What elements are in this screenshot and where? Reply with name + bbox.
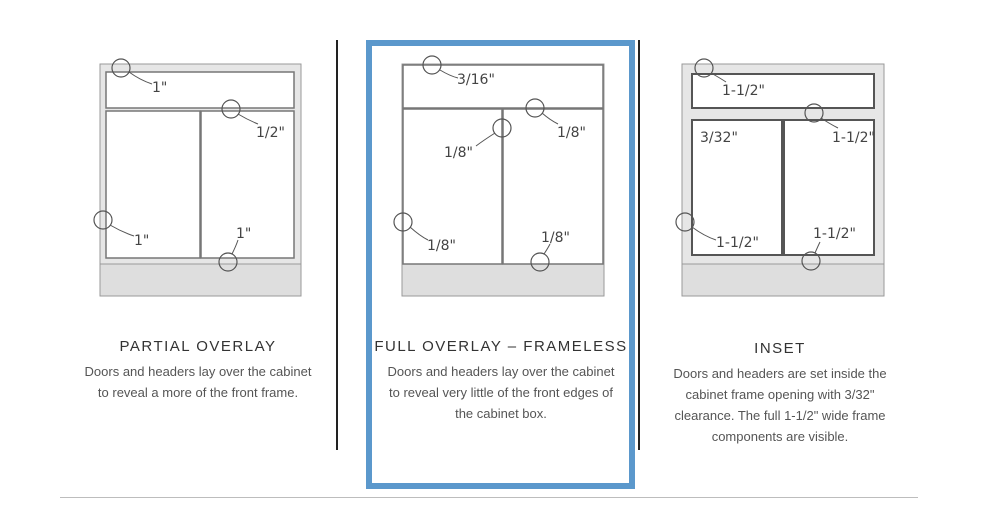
panel-title-full-overlay: FULL OVERLAY – FRAMELESS: [374, 338, 628, 355]
toe-kick: [100, 264, 301, 296]
description-line: Doors and headers are set inside the: [673, 366, 887, 381]
label-door-right-top: 1/2": [256, 125, 285, 141]
panel-title-partial-overlay: PARTIAL OVERLAY: [119, 338, 277, 355]
panel-description-partial-overlay: [58, 361, 338, 403]
label-header-top: 1-1/2": [722, 83, 765, 99]
label-door-right-top: 1/8": [557, 125, 586, 141]
partial-overlay-cabinet: [94, 59, 301, 296]
label-door-left-side: 1": [134, 233, 150, 249]
label-door-right-bottom: 1": [236, 226, 252, 242]
label-header-top: 1": [152, 80, 168, 96]
description-line: components are visible.: [711, 429, 849, 444]
label-door-left-top: 3/32": [700, 130, 738, 146]
toe-kick: [402, 264, 604, 296]
description-line: clearance. The full 1-1/2" wide frame: [674, 408, 886, 423]
door-left: [106, 111, 200, 258]
toe-kick: [682, 264, 884, 296]
label-door-right-bottom: 1-1/2": [813, 226, 856, 242]
full-overlay-cabinet: [394, 56, 604, 296]
drawer-header: [403, 65, 603, 108]
label-door-right-top: 1-1/2": [832, 130, 875, 146]
description-line: Doors and headers lay over the cabinet: [84, 364, 312, 379]
panel-title-inset: INSET: [754, 340, 806, 357]
description-line: cabinet frame opening with 3/32": [685, 387, 875, 402]
description-line: to reveal very little of the front edges of: [388, 385, 613, 400]
label-door-right-bottom: 1/8": [541, 230, 570, 246]
description-line: to reveal a more of the front frame.: [97, 385, 299, 400]
inset-cabinet: [676, 59, 884, 296]
label-header-top: 3/16": [457, 72, 495, 88]
drawer-header: [106, 72, 294, 108]
panel-description-full-overlay: [372, 361, 630, 424]
drawer-header: [692, 74, 874, 108]
label-door-left-side: 1/8": [427, 238, 456, 254]
panel-description-inset: [645, 363, 915, 447]
description-line: Doors and headers lay over the cabinet: [387, 364, 615, 379]
description-line: the cabinet box.: [455, 406, 547, 421]
label-center-left: 1/8": [444, 145, 473, 161]
label-door-left-side: 1-1/2": [716, 235, 759, 251]
